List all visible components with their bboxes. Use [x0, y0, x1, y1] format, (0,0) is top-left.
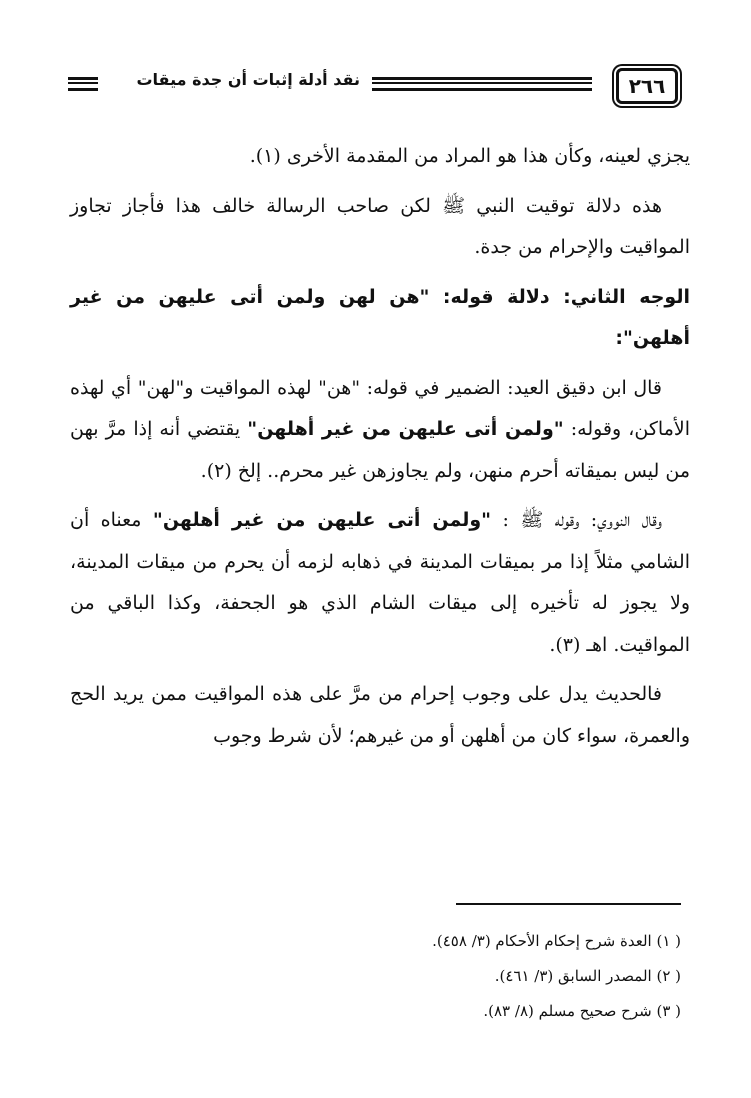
- paragraph-ibn-daqiq: [70, 368, 690, 493]
- footnote-1: ( ١) العدة شرح إحكام الأحكام (٣/ ٤٥٨).: [432, 932, 681, 950]
- footnote-2: ( ٢) المصدر السابق (٣/ ٤٦١).: [494, 967, 681, 985]
- paragraph-2: هذه دلالة توقيت النبي ﷺ لكن صاحب الرسالة خالف هذا فأجاز تجاوز المواقيت والإحرام من جدة.: [70, 194, 690, 258]
- footnote-separator: [456, 903, 681, 905]
- paragraph-4-quote: "ولمن أتى عليهن من غير أهلهن": [247, 418, 564, 440]
- paragraph-4-text-b: يقتضي أنه إذا مرَّ بهن من ليس بميقاته أحرم منهن، ولم يجاوزهن غير محرم.. إلخ (٢).: [70, 418, 690, 482]
- header-rule-short: [68, 77, 98, 91]
- footnote-3: ( ٣) شرح صحيح مسلم (٨/ ٨٣).: [483, 1002, 681, 1020]
- page-header: [60, 64, 700, 110]
- section-heading: الوجه الثاني: دلالة قوله: "هن لهن ولمن أتى عليهن من غير أهلهن":: [70, 285, 690, 349]
- running-title: نقد أدلة إثبات أن جدة ميقات: [136, 70, 360, 89]
- paragraph-nawawi: [70, 500, 690, 666]
- paragraph-6: فالحديث يدل على وجوب إحرام من مرَّ على هذه المواقيت ممن يريد الحج والعمرة، سواء كان من أهلهن أو من غيرهم؛ لأن شرط وجوب: [70, 683, 690, 747]
- paragraph-5-text-b: معناه أن الشامي مثلاً إذا مر بميقات المدينة في ذهابه لزمه أن يحرم من ميقات المدينة، ولا يجوز له تأخيره إلى ميقات الشام الذي هو الجحفة، وكذا الباقي من المواقيت. اهـ (٣).: [70, 509, 690, 656]
- paragraph-1: يجزي لعينه، وكأن هذا هو المراد من المقدمة الأخرى (١).: [249, 145, 690, 167]
- paragraph-5-quote: "ولمن أتى عليهن من غير أهلهن": [152, 509, 492, 531]
- main-text: [70, 136, 690, 765]
- footnotes: [81, 924, 681, 1029]
- paragraph-4-text-a: قال ابن دقيق العيد: الضمير في قوله: "هن" لهذه المواقيت و"لهن" أي لهذه الأماكن، وقوله:: [70, 376, 690, 440]
- header-rule-long: [372, 77, 592, 91]
- page-number: ٢٦٦: [616, 68, 678, 104]
- paragraph-5-text-a: وقال النووي: وقوله ﷺ :: [491, 509, 662, 531]
